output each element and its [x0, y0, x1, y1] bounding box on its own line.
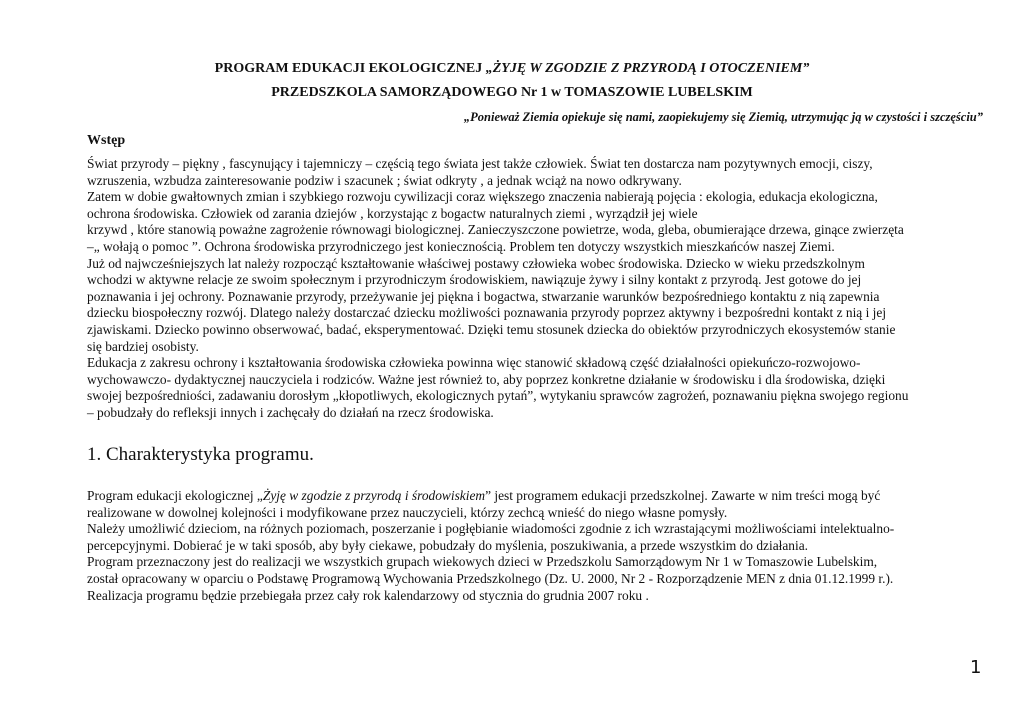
page-number: 1: [970, 657, 982, 678]
intro-line: –„ wołają o pomoc ”. Ochrona środowiska przyrodniczego jest koniecznością. Problem ten dotyczy wszystkich mieszkańców naszej Ziemi.: [87, 238, 835, 254]
section-line: Należy umożliwić dzieciom, na różnych poziomach, poszerzanie i pogłębianie wiadomości zgodnie z ich wzrastającymi możliwościami intelektualno-: [87, 521, 895, 537]
intro-line: się bardziej osobisty.: [87, 338, 199, 354]
intro-line: krzywd , które stanowią poważne zagrożenie równowagi biologicznej. Zanieczyszczone powietrze, woda, gleba, obumierające drzewa, ginące zwierzęta: [87, 222, 904, 238]
section-line: percepcyjnymi. Dobierać je w taki sposób, aby były ciekawe, pobudzały do myślenia, poszukiwania, a przede wszystkim do działania.: [87, 537, 809, 553]
intro-line: wchodzi w aktywne relacje ze swoim społecznym i przyrodniczym środowiskiem, nawiązuje żywy i silny kontakt z przyrodą. Jest gotowe do jej: [87, 272, 862, 288]
intro-line: zjawiskami. Dziecko powinno obserwować, badać, eksperymentować. Dzięki temu stosunek dziecka do obiektów przyrodniczych ekosystemów stanie: [87, 321, 896, 337]
program-name-italic: Żyję w zgodzie z przyrodą i środowiskiem: [262, 488, 486, 503]
intro-line: wzruszenia, wzbudza zainteresowanie podziw i szacunek ; świat odkryty , a jednak wciąż na nowo odkrywany.: [87, 172, 682, 188]
section-line: Program przeznaczony jest do realizacji we wszystkich grupach wiekowych dzieci w Przedszkolu Samorządowym Nr 1 w Tomaszowie Lubelskim,: [87, 554, 878, 570]
intro-line: wychowawczo- dydaktycznej nauczyciela i rodziców. Ważne jest również to, aby poprzez konkretne działanie w środowisku i dla środowiska, dzięki: [87, 371, 886, 387]
intro-line: swojej bezpośredniości, zadawaniu dorosłym „kłopotliwych, ekologicznych pytań”, wytykaniu sprawców zagrożeń, poznawaniu piękna swojego regionu: [87, 388, 909, 404]
section-line-end: ” jest programem edukacji przedszkolnej. Zawarte w nim treści mogą być: [485, 488, 881, 503]
intro-line: Zatem w dobie gwałtownych zmian i szybkiego rozwoju cywilizacji coraz większego znaczenia nabierają pojęcia : ekologia, edukacja ekologiczna,: [87, 189, 878, 205]
intro-line: dziecku biospołeczny rozwój. Dlatego należy dostarczać dziecku możliwości poznawania przyrody poprzez aktywny i bezpośredni kontakt z nią i jej: [87, 305, 887, 321]
motto-quote: „Ponieważ Ziemia opiekuje się nami, zaopiekujemy się Ziemią, utrzymując ją w czystości i szczęściu”: [463, 110, 983, 124]
intro-line: Świat przyrody – piękny , fascynujący i tajemniczy – częścią tego świata jest także człowiek. Świat ten dostarcza nam pozytywnych emocji, ciszy,: [87, 156, 873, 171]
intro-line: poznawania i jej ochrony. Poznawanie przyrody, przeżywanie jej piękna i bogactwa, stwarzanie warunków bezpośredniego kontaktu z nią zapewnia: [87, 288, 880, 304]
section-paragraph: [87, 488, 987, 604]
section-line: Realizacja programu będzie przebiegała przez cały rok kalendarzowy od stycznia do grudnia 2007 roku .: [87, 587, 649, 603]
program-title: [0, 61, 1024, 77]
section-line: został opracowany w oparciu o Podstawę Programową Wychowania Przedszkolnego (Dz. U. 2000, Nr 2 - Rozporządzenie MEN z dnia 01.12.1999 r.).: [87, 570, 894, 586]
section-line: [87, 488, 987, 505]
intro-line: Już od najwcześniejszych lat należy rozpocząć kształtowanie właściwej postawy człowieka wobec środowiska. Dziecko w wieku przedszkolnym: [87, 255, 865, 271]
kindergarten-name: PRZEDSZKOLA SAMORZĄDOWEGO Nr 1 w TOMASZOWIE LUBELSKIM: [271, 85, 753, 100]
section-line-start: Program edukacji ekologicznej „: [87, 488, 263, 503]
program-title-quoted: „ŻYJĘ W ZGODZIE Z PRZYRODĄ I OTOCZENIEM”: [485, 61, 810, 76]
intro-heading: Wstęp: [87, 133, 126, 148]
intro-line: ochrona środowiska. Człowiek od zarania dziejów , korzystając z bogactw naturalnych ziemi , wyrządził jej wiele: [87, 205, 698, 221]
section-line: realizowane w dowolnej kolejności i modyfikowane przez nauczycieli, którzy zechcą wnieść do niego własne pomysły.: [87, 504, 728, 520]
intro-line: Edukacja z zakresu ochrony i kształtowania środowiska człowieka powinna więc stanowić składową część działalności opiekuńczo-rozwojowo-: [87, 355, 861, 371]
intro-paragraph: [87, 156, 987, 422]
intro-line: – pobudzały do refleksji innych i zachęcały do działań na rzecz środowiska.: [87, 404, 494, 420]
program-title-prefix: PROGRAM EDUKACJI EKOLOGICZNEJ: [214, 61, 486, 76]
section-heading: 1. Charakterystyka programu.: [87, 444, 314, 465]
